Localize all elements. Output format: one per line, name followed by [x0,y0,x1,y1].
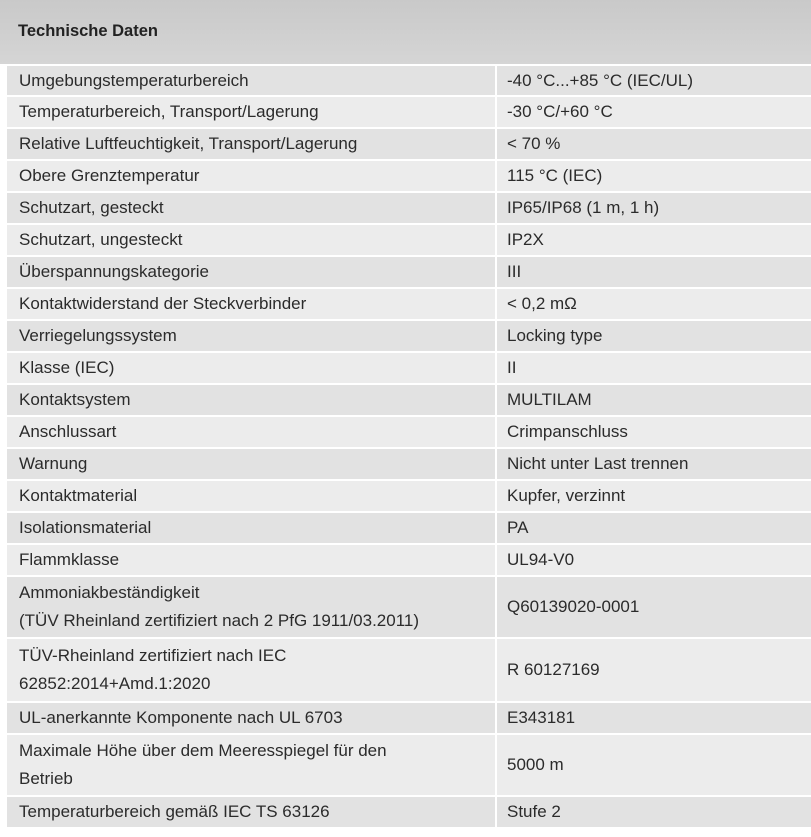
row-value: IP65/IP68 (1 m, 1 h) [496,192,811,224]
row-label-line: 62852:2014+Amd.1:2020 [19,674,211,693]
row-value: PA [496,512,811,544]
row-label: Umgebungstemperaturbereich [7,66,496,96]
row-label [7,734,496,796]
row-label [7,576,496,638]
row-value: Stufe 2 [496,796,811,828]
table-row [7,416,811,448]
row-label: Isolationsmaterial [7,512,496,544]
row-value: -40 °C...+85 °C (IEC/UL) [496,66,811,96]
row-value: E343181 [496,702,811,734]
row-value: Kupfer, verzinnt [496,480,811,512]
table-row [7,224,811,256]
table-row [7,320,811,352]
table-row [7,734,811,796]
table-row [7,288,811,320]
row-label: Temperaturbereich, Transport/Lagerung [7,96,496,128]
table-row [7,512,811,544]
row-value: 115 °C (IEC) [496,160,811,192]
row-value: III [496,256,811,288]
row-label: Schutzart, gesteckt [7,192,496,224]
row-label: Kontaktwiderstand der Steckverbinder [7,288,496,320]
row-label: Anschlussart [7,416,496,448]
row-label: UL-anerkannte Komponente nach UL 6703 [7,702,496,734]
table-row [7,544,811,576]
row-label: Kontaktsystem [7,384,496,416]
table-row [7,256,811,288]
table-title: Technische Daten [18,22,158,40]
tech-data-table [7,66,811,829]
table-row [7,796,811,828]
row-value: Q60139020-0001 [496,576,811,638]
table-row [7,638,811,702]
row-label: Schutzart, ungesteckt [7,224,496,256]
row-value: II [496,352,811,384]
table-row [7,160,811,192]
row-value: 5000 m [496,734,811,796]
row-value: < 0,2 mΩ [496,288,811,320]
row-value: MULTILAM [496,384,811,416]
table-row [7,96,811,128]
row-label-line: Maximale Höhe über dem Meeresspiegel für den [19,741,387,760]
row-value: -30 °C/+60 °C [496,96,811,128]
table-row [7,448,811,480]
row-label [7,638,496,702]
row-label-line: TÜV-Rheinland zertifiziert nach IEC [19,646,287,665]
row-value: < 70 % [496,128,811,160]
row-label: Relative Luftfeuchtigkeit, Transport/Lagerung [7,128,496,160]
row-label-line: (TÜV Rheinland zertifiziert nach 2 PfG 1911/03.2011) [19,611,420,630]
row-label: Klasse (IEC) [7,352,496,384]
row-value: Locking type [496,320,811,352]
table-row [7,576,811,638]
table-row [7,480,811,512]
row-label: Temperaturbereich gemäß IEC TS 63126 [7,796,496,828]
row-label-line: Betrieb [19,769,73,788]
row-label: Flammklasse [7,544,496,576]
row-value: Nicht unter Last trennen [496,448,811,480]
table-row [7,66,811,96]
row-label: Kontaktmaterial [7,480,496,512]
table-header [0,0,811,65]
row-value: Crimpanschluss [496,416,811,448]
row-value: IP2X [496,224,811,256]
table-row [7,352,811,384]
row-label: Warnung [7,448,496,480]
table-row [7,702,811,734]
table-row [7,192,811,224]
table-row [7,128,811,160]
row-label: Obere Grenztemperatur [7,160,496,192]
table-row [7,384,811,416]
row-label: Verriegelungssystem [7,320,496,352]
row-value: R 60127169 [496,638,811,702]
row-label-line: Ammoniakbeständigkeit [19,583,200,602]
row-value: UL94-V0 [496,544,811,576]
row-label: Überspannungskategorie [7,256,496,288]
